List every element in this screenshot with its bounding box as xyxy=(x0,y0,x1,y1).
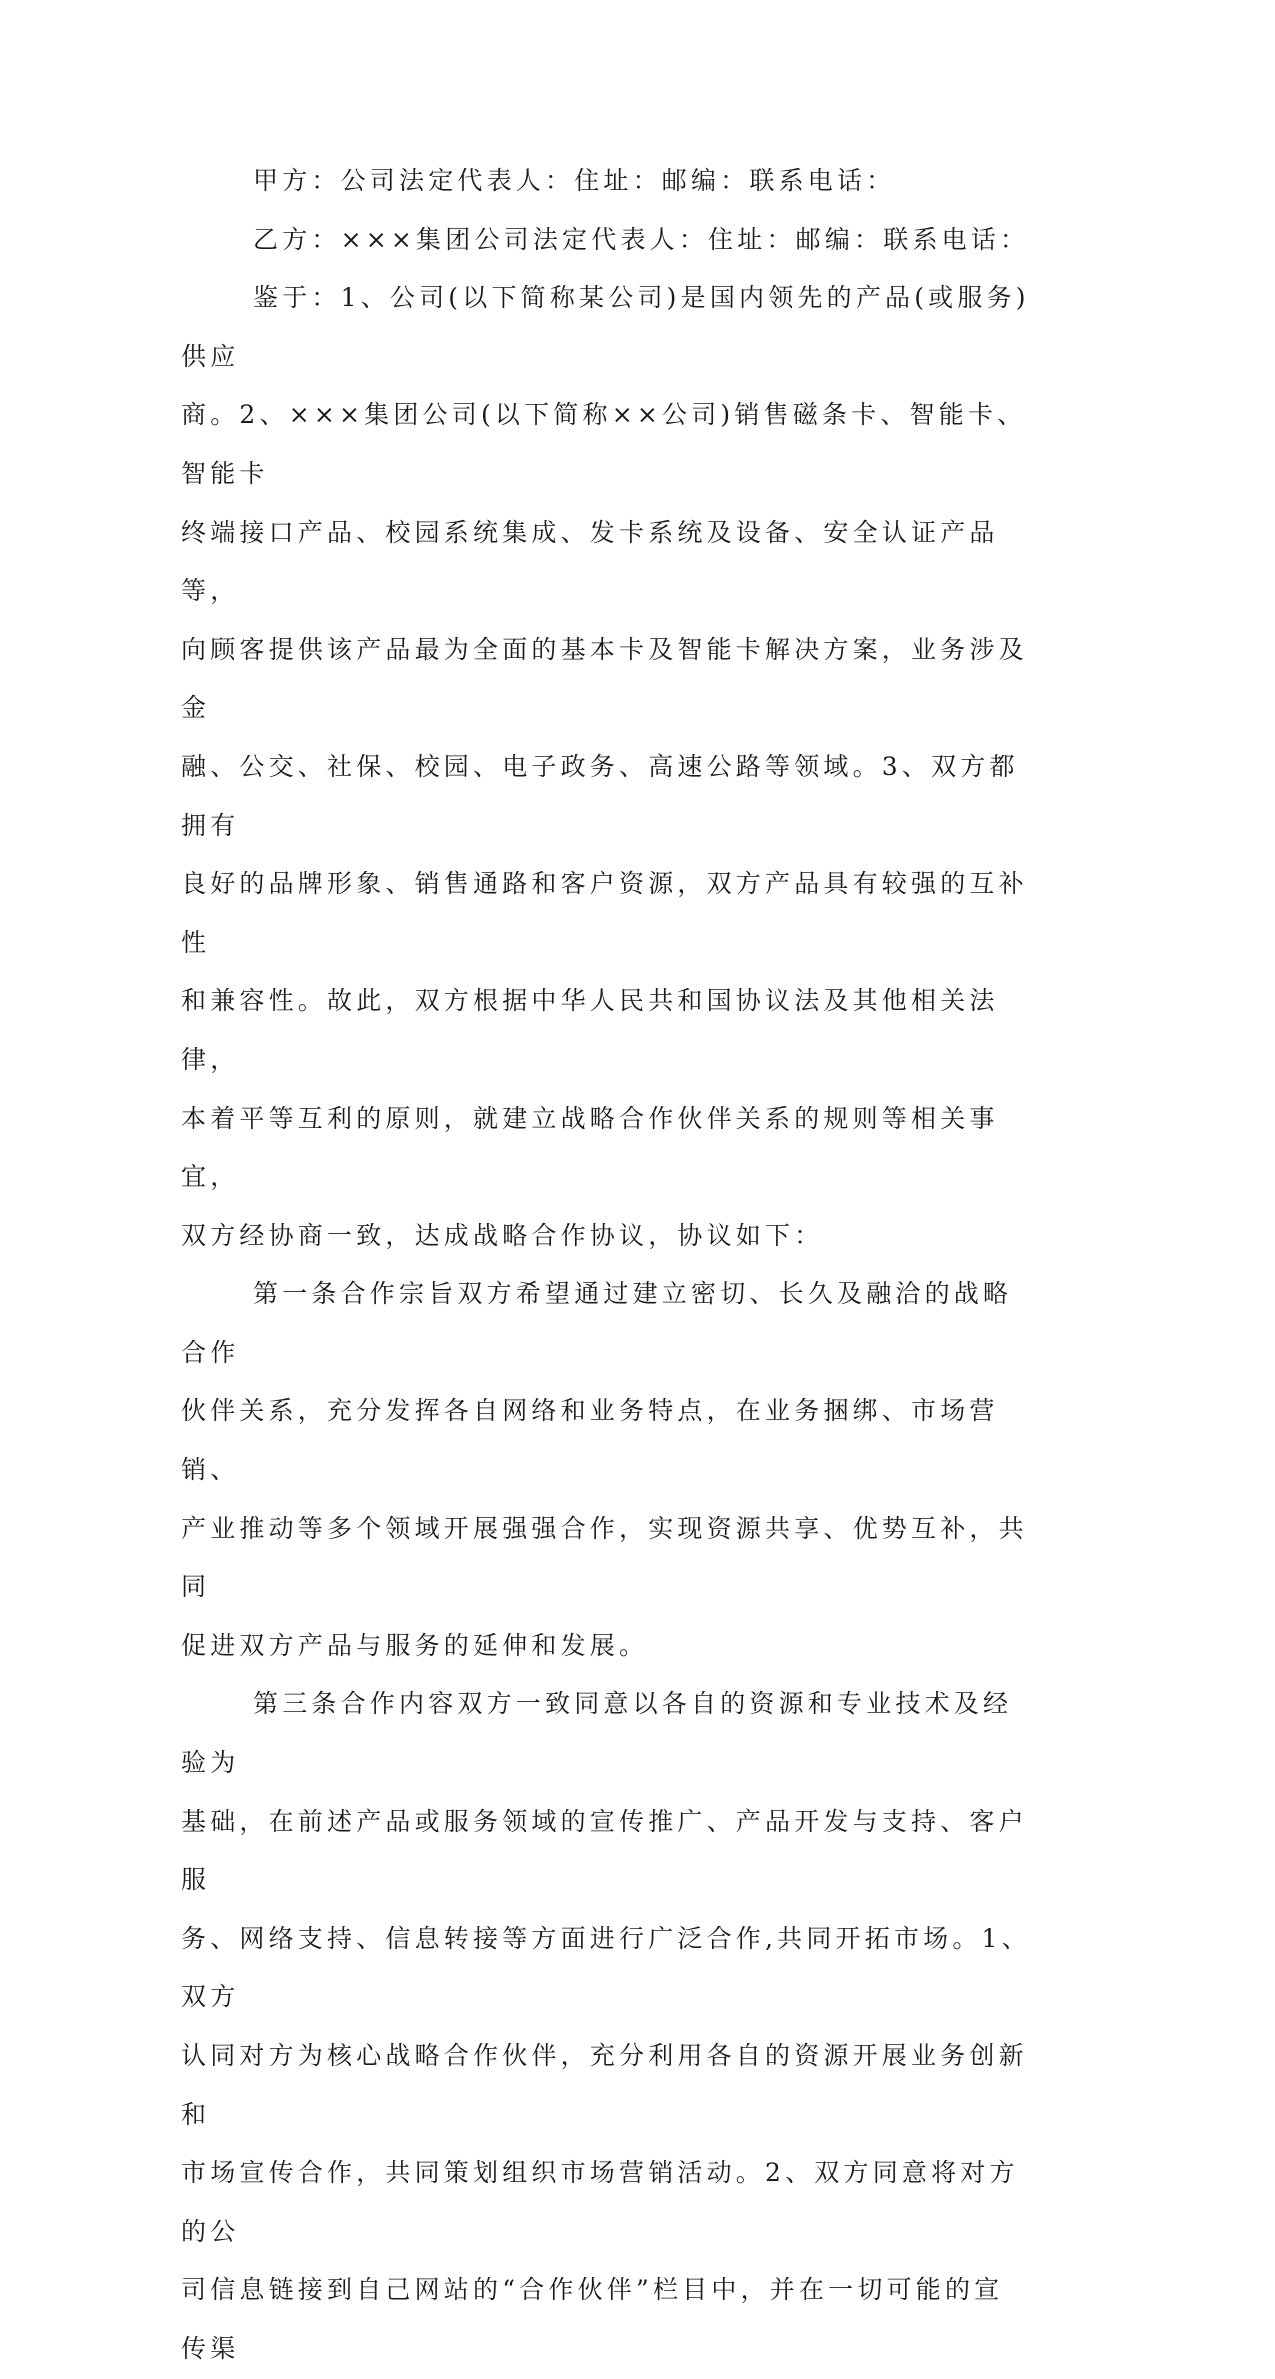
party-a-paragraph: 甲方：公司法定代表人：住址：邮编：联系电话： xyxy=(253,166,896,195)
whereas-paragraph: 鉴于：1、公司(以下简称某公司)是国内领先的产品(或服务)供应 商。2、×××集团公司(以下简称××公司)销售磁条卡、智能卡、智能卡 终端接口产品、校园系统集成、发卡系统及设备、安全认证产品等， 向顾客提供该产品最为全面的基本卡及智能卡解决方案，业务涉及金 融、公交、社保、校园、电子政务、高速公路等领域。3、双方都拥有 良好的品牌形象、销售通路和客户资源，双方产品具有较强的互补性 和兼容性。故此，双方根据中华人民共和国协议法及其他相关法律， 本着平等互利的原则，就建立战略合作伙伴关系的规则等相关事宜， 双方经协商一致，达成战略合作协议，协议如下： xyxy=(181,283,1030,1250)
article-three-paragraph: 第三条合作内容双方一致同意以各自的资源和专业技术及经验为 基础，在前述产品或服务领域的宣传推广、产品开发与支持、客户服 务、网络支持、信息转接等方面进行广泛合作,共同开拓市场。1、双方 认同对方为核心战略合作伙伴，充分利用各自的资源开展业务创新和 市场宣传合作，共同策划组织市场营销活动。2、双方同意将对方的公 司信息链接到自己网站的“合作伙伴”栏目中，并在一切可能的宣传渠 xyxy=(181,1689,1031,2363)
party-b-paragraph: 乙方：×××集团公司法定代表人：住址：邮编：联系电话： xyxy=(253,224,1030,254)
article-one-paragraph: 第一条合作宗旨双方希望通过建立密切、长久及融洽的战略合作 伙伴关系，充分发挥各自网络和业务特点，在业务捆绑、市场营销、 产业推动等多个领域开展强强合作，实现资源共享、优势互补，共同 促进双方产品与服务的延伸和发展。 xyxy=(181,1279,1028,1660)
document-body xyxy=(181,152,1031,2379)
